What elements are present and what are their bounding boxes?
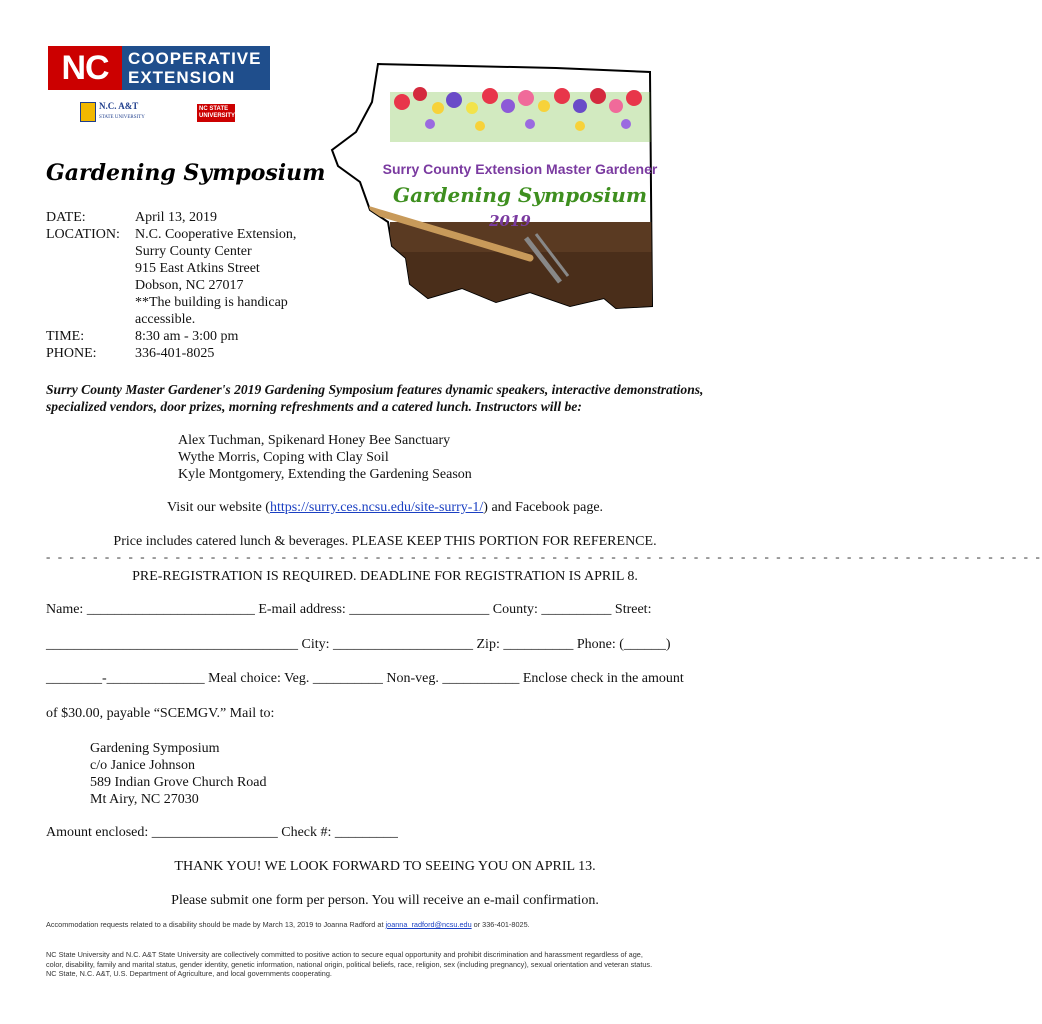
info-row (46, 277, 325, 294)
address-line: Mt Airy, NC 27030 (90, 792, 199, 807)
email-link[interactable]: joanna_radford@ncsu.edu (385, 920, 472, 929)
hero-year: 2019 (489, 212, 531, 230)
page-title: Gardening Symposium (46, 160, 326, 186)
hero-line2: Gardening Symposium (392, 183, 648, 207)
submit-note: Please submit one form per person. You will receive an e-mail confirmation. (171, 893, 599, 908)
price-note: Price includes catered lunch & beverages. PLEASE KEEP THIS PORTION FOR REFERENCE. (113, 534, 657, 549)
visit-website-line (0, 500, 770, 516)
visit-suffix: ) and Facebook page. (483, 500, 604, 515)
logo-cooperative-text: COOPERATIVE (128, 49, 262, 68)
accommodation-text: Accommodation requests related to a disability should be made by March 13, 2019 to Joanna Radford at (46, 920, 386, 929)
form-line-meal: ________-______________ Meal choice: Veg. __________ Non-veg. ___________ Enclose check in the amount (46, 671, 684, 686)
nc-state-subname: UNIVERSITY (199, 113, 236, 119)
nc-logo-mark: NC (48, 46, 122, 90)
logo-extension-text: EXTENSION (128, 68, 236, 87)
info-value: Surry County Center (135, 244, 252, 259)
disclaimer-line: NC State, N.C. A&T, U.S. Department of Agriculture, and local governments cooperating. (46, 969, 332, 978)
info-row-date (46, 209, 325, 226)
info-value: 336-401-8025 (135, 346, 215, 361)
info-value: 8:30 am - 3:00 pm (135, 329, 239, 344)
info-row-time (46, 328, 325, 345)
nc-at-subname: STATE UNIVERSITY (99, 115, 145, 120)
preregistration-notice: PRE-REGISTRATION IS REQUIRED. DEADLINE FOR REGISTRATION IS APRIL 8. (132, 569, 638, 584)
nc-at-wordmark (99, 102, 145, 122)
info-label (46, 294, 135, 311)
nc-cooperative-extension-logo (48, 46, 270, 90)
nc-logo-wordmark (122, 46, 270, 90)
info-row-location (46, 226, 325, 243)
nondiscrimination-statement (46, 950, 736, 979)
nc-at-shield-icon (80, 102, 96, 122)
info-row (46, 294, 325, 311)
info-value: N.C. Cooperative Extension, (135, 227, 297, 242)
info-label (46, 277, 135, 294)
info-label: TIME: (46, 329, 85, 344)
flower-row (390, 87, 660, 142)
website-link[interactable]: https://surry.ces.ncsu.edu/site-surry-1/ (269, 500, 484, 515)
disclaimer-line: NC State University and N.C. A&T State University are collectively committed to positive action to secure equal opportunity and prohibit discrimination and harassment regardless of age, (46, 950, 643, 959)
accommodation-suffix: or 336-401-8025. (471, 920, 530, 929)
info-label: DATE: (46, 210, 86, 225)
event-info (46, 209, 325, 362)
instructor-list (178, 432, 472, 483)
info-label (46, 260, 135, 277)
hero-line1: Surry County Extension Master Gardener (382, 161, 658, 177)
info-value: April 13, 2019 (135, 210, 218, 225)
info-value: accessible. (135, 312, 196, 327)
nc-at-logo (80, 102, 145, 122)
visit-prefix: Visit our website ( (166, 500, 270, 515)
form-line-payment: of $30.00, payable “SCEMGV.” Mail to: (46, 706, 275, 721)
info-row-phone (46, 345, 325, 362)
info-value: 915 East Atkins Street (135, 261, 260, 276)
instructor-item: Kyle Montgomery, Extending the Gardening Season (178, 467, 472, 482)
form-line-amount: Amount enclosed: __________________ Check #: _________ (46, 825, 398, 840)
instructor-item: Alex Tuchman, Spikenard Honey Bee Sanctuary (178, 433, 451, 448)
address-line: 589 Indian Grove Church Road (90, 775, 267, 790)
info-value: Dobson, NC 27017 (135, 278, 244, 293)
nc-state-logo (197, 104, 235, 122)
info-label: LOCATION: (46, 227, 120, 242)
intro-paragraph: Surry County Master Gardener's 2019 Gardening Symposium features dynamic speakers, interactive demonstrations, specialized vendors, door prizes, morning refreshments and a catered lunch. Instructors will be: (46, 382, 704, 414)
info-value: **The building is handicap (135, 295, 288, 310)
form-line-name-email: Name: ________________________ E-mail address: ____________________ County: __________ Street: (46, 602, 652, 617)
nc-state-name: NC STATE (199, 106, 229, 112)
address-line: Gardening Symposium (90, 741, 220, 756)
info-row (46, 260, 325, 277)
info-row (46, 311, 325, 328)
disclaimer-line: color, disability, family and marital status, gender identity, genetic information, national origin, political beliefs, race, religion, sex (including pregnancy), sexual orientation and veteran status. (46, 959, 653, 969)
thank-you-note: THANK YOU! WE LOOK FORWARD TO SEEING YOU ON APRIL 13. (174, 859, 596, 874)
symposium-hero-image (330, 62, 658, 312)
info-label (46, 243, 135, 260)
info-label (46, 311, 135, 328)
address-line: c/o Janice Johnson (90, 758, 195, 773)
instructor-item: Wythe Morris, Coping with Clay Soil (178, 450, 389, 465)
info-row (46, 243, 325, 260)
cut-line-divider: - - - - - - - - - - - - - - - - - - - - - - - - - - - - - - - - - - - - - - - - - - - - - - - - - - - - - - - - - - - - - - - - - - - - - - - - - - - - - - - - - - - - - (46, 549, 1042, 564)
info-label: PHONE: (46, 346, 97, 361)
nc-at-name: N.C. A&T (99, 101, 139, 111)
form-line-address: ____________________________________ City: ____________________ Zip: __________ Phone: (______) (46, 637, 671, 652)
accommodation-note (46, 920, 530, 930)
mailing-address (90, 740, 267, 808)
